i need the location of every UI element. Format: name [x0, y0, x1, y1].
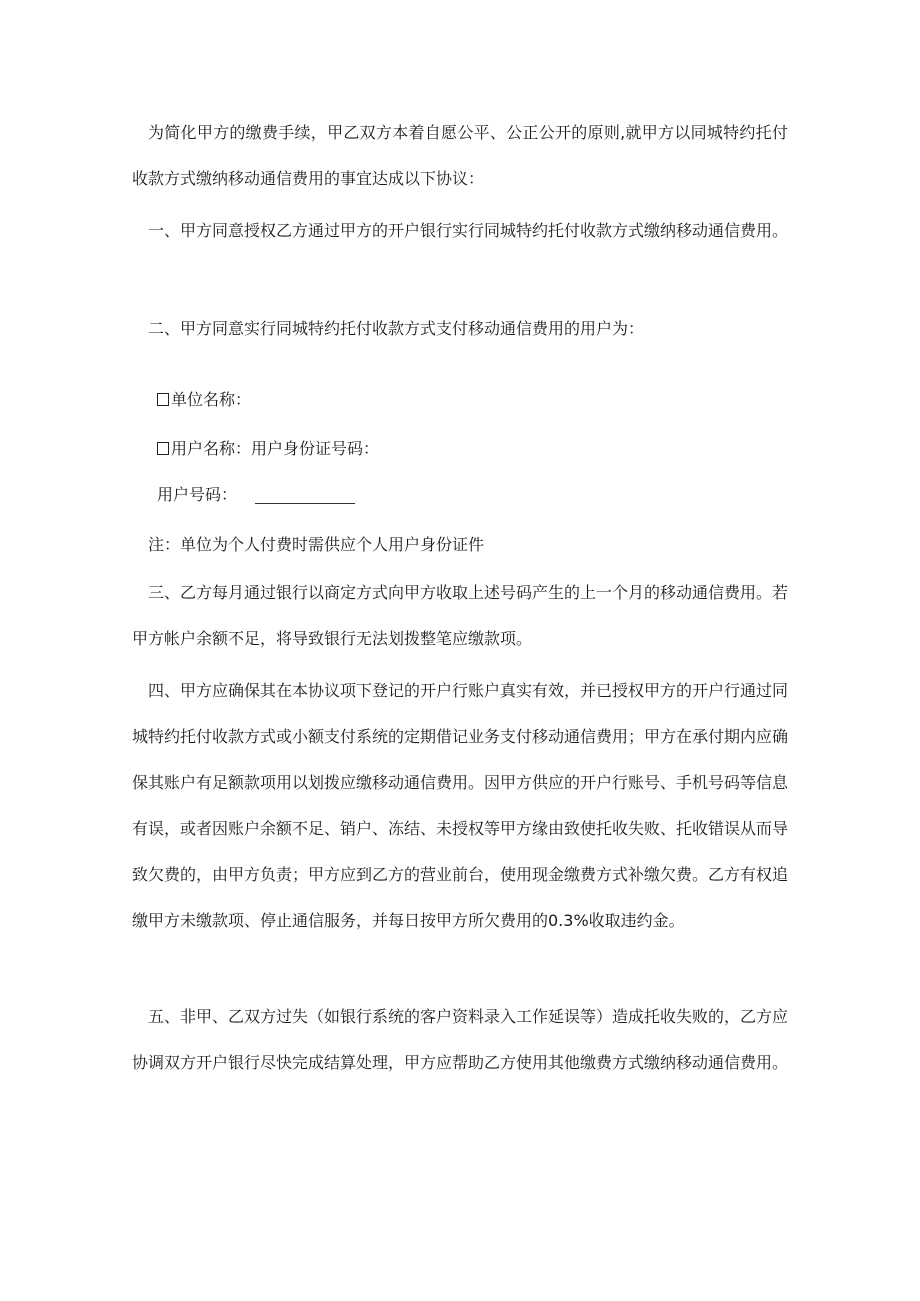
- unit-name-field: [157, 377, 251, 423]
- clause-3-paragraph: 三、乙方每月通过银行以商定方式向甲方收取上述号码产生的上一个月的移动通信费用。若甲方帐户余额不足，将导致银行无法划拨整笔应缴款项。: [132, 583, 789, 648]
- clause-2-paragraph: 二、甲方同意实行同城特约托付收款方式支付移动通信费用的用户为：: [148, 319, 645, 338]
- user-name-label: 用户名称：用户身份证号码：: [171, 439, 380, 458]
- unit-name-label: 单位名称：: [171, 390, 252, 409]
- clause-4-paragraph: 四、甲方应确保其在本协议项下登记的开户行账户真实有效，并已授权甲方的开户行通过同城特约托付收款方式或小额支付系统的定期借记业务支付移动通信费用；甲方在承付期内应确保其账户有足额款项用以划拨应缴移动通信费用。因甲方供应的开户行账号、手机号码等信息有误，或者因账户余额不足、销户、冻结、未授权等甲方缘由致使托收失败、托收错误从而导致欠费的，由甲方负责；甲方应到乙方的营业前台，使用现金缴费方式补缴欠费。乙方有权追缴甲方未缴款项、停止通信服务，并每日按甲方所欠费用的0.3%收取违约金。: [132, 681, 789, 930]
- user-number-blank-line[interactable]: [255, 487, 355, 504]
- user-name-checkbox[interactable]: [157, 442, 169, 455]
- user-number-field: [157, 472, 355, 518]
- intro-paragraph: 为简化甲方的缴费手续，甲乙双方本着自愿公平、公正公开的原则,就甲方以同城特约托付收款方式缴纳移动通信费用的事宜达成以下协议：: [132, 123, 788, 188]
- user-number-label: 用户号码：: [157, 485, 238, 504]
- unit-name-checkbox[interactable]: [157, 393, 169, 406]
- clause-5-paragraph: 五、非甲、乙双方过失（如银行系统的客户资料录入工作延误等）造成托收失败的，乙方应协调双方开户银行尽快完成结算处理，甲方应帮助乙方使用其他缴费方式缴纳移动通信费用。: [132, 1007, 789, 1072]
- clause-1-paragraph: 一、甲方同意授权乙方通过甲方的开户银行实行同城特约托付收款方式缴纳移动通信费用。: [148, 221, 789, 240]
- user-name-field: [157, 426, 379, 472]
- note-paragraph: 注：单位为个人付费时需供应个人用户身份证件: [148, 535, 485, 554]
